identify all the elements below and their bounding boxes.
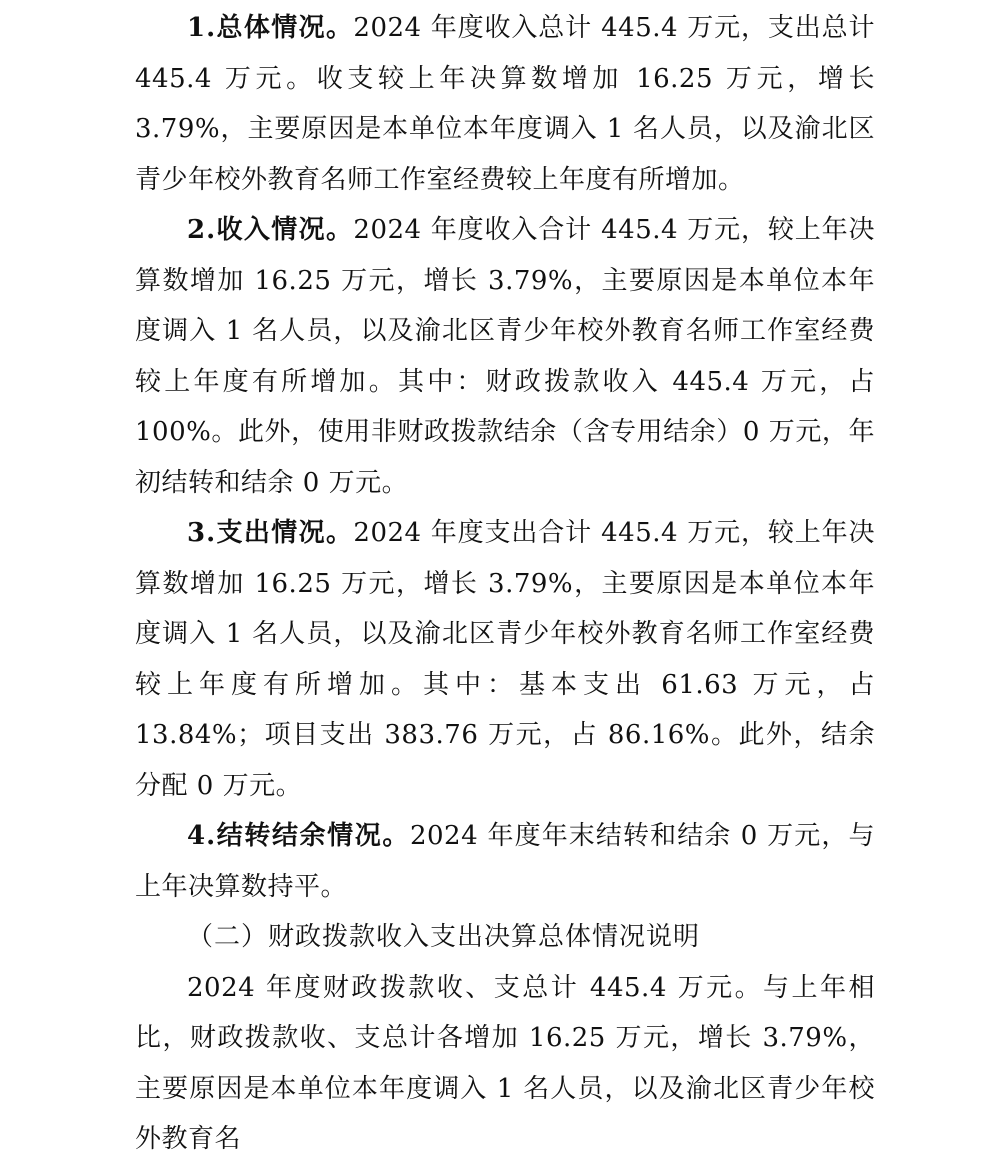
paragraph-text: 2024 年度年末结转和结余 0 万元，与上年决算数持平。: [135, 821, 875, 902]
paragraph-heading: 2.收入情况。: [187, 215, 354, 245]
paragraph-overall: [135, 3, 875, 205]
paragraph-text: 2024 年度收入合计 445.4 万元，较上年决算数增加 16.25 万元，增长 3.79%，主要原因是本单位本年度调入 1 名人员，以及渝北区青少年校外教育名师工作室经费较上年度有所增加。其中：财政拨款收入 445.4 万元，占 100%。此外，使用非财政拨款结余（含专用结余）0 万元，年初结转和结余 0 万元。: [135, 215, 875, 498]
section-heading: （二）财政拨款收入支出决算总体情况说明: [187, 922, 701, 952]
paragraph-heading: 3.支出情况。: [187, 518, 354, 548]
paragraph-text: 2024 年度支出合计 445.4 万元，较上年决算数增加 16.25 万元，增长 3.79%，主要原因是本单位本年度调入 1 名人员，以及渝北区青少年校外教育名师工作室经费较上年度有所增加。其中：基本支出 61.63 万元，占 13.84%；项目支出 383.76 万元，占 86.16%。此外，结余分配 0 万元。: [135, 518, 875, 801]
paragraph-income: [135, 205, 875, 508]
paragraph-heading: 4.结转结余情况。: [187, 821, 410, 851]
paragraph-carryover: [135, 811, 875, 912]
paragraph-expenditure: [135, 508, 875, 811]
paragraph-text: 2024 年度收入总计 445.4 万元，支出总计 445.4 万元。收支较上年决算数增加 16.25 万元，增长 3.79%，主要原因是本单位本年度调入 1 名人员，以及渝北区青少年校外教育名师工作室经费较上年度有所增加。: [135, 13, 875, 195]
paragraph-fiscal-summary: 2024 年度财政拨款收、支总计 445.4 万元。与上年相比，财政拨款收、支总计各增加 16.25 万元，增长 3.79%，主要原因是本单位本年度调入 1 名人员，以及渝北区青少年校外教育名: [135, 972, 875, 1154]
paragraph-heading: 1.总体情况。: [187, 13, 354, 43]
document-page: [135, 0, 875, 1165]
